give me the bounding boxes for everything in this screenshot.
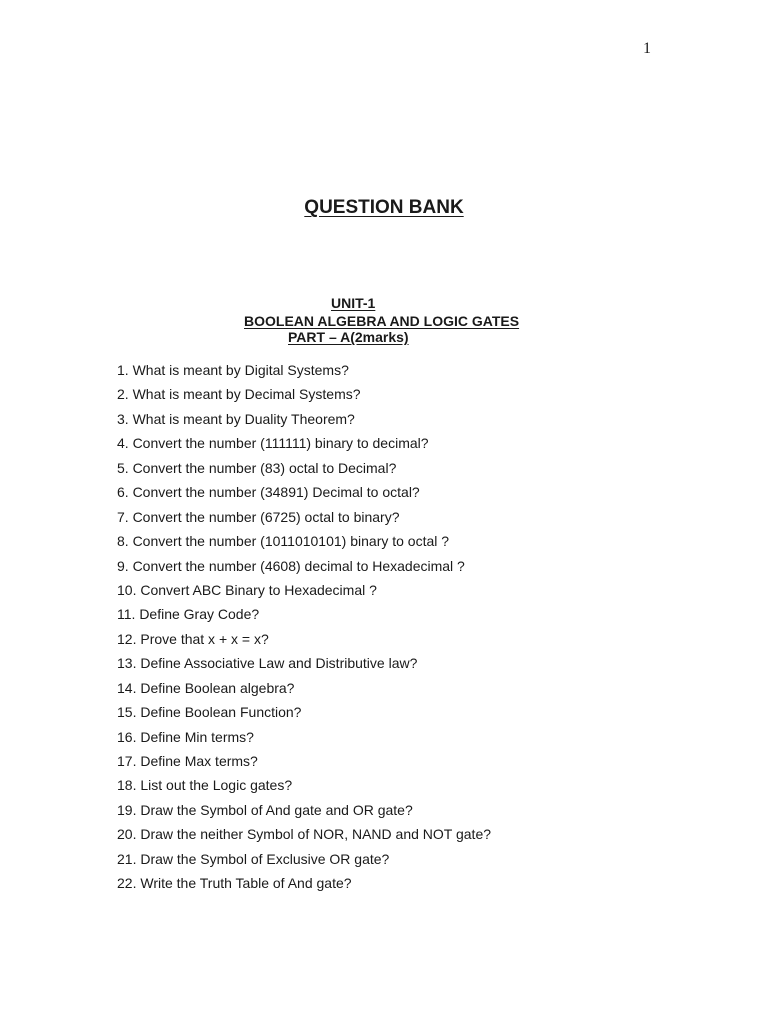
question-item: 8. Convert the number (1011010101) binary to octal ?	[117, 533, 450, 550]
question-list	[117, 361, 491, 899]
question-item: 17. Define Max terms?	[117, 753, 258, 769]
question-item: 21. Draw the Symbol of Exclusive OR gate?	[117, 850, 390, 867]
question-item: 12. Prove that x + x = x?	[117, 630, 269, 647]
document-title-text: QUESTION BANK	[304, 197, 464, 218]
question-item: 6. Convert the number (34891) Decimal to octal?	[117, 484, 420, 501]
document-title	[0, 197, 768, 219]
question-item: 14. Define Boolean algebra?	[117, 679, 295, 696]
question-item: 1. What is meant by Digital Systems?	[117, 362, 349, 378]
question-item: 7. Convert the number (6725) octal to binary?	[117, 508, 400, 525]
question-item: 10. Convert ABC Binary to Hexadecimal ?	[117, 581, 377, 598]
part-label: PART – A(2marks)	[288, 329, 409, 345]
question-item: 2. What is meant by Decimal Systems?	[117, 386, 361, 403]
unit-title: BOOLEAN ALGEBRA AND LOGIC GATES	[244, 313, 520, 329]
question-item: 22. Write the Truth Table of And gate?	[117, 875, 352, 892]
unit-label: UNIT-1	[331, 295, 376, 311]
question-item: 16. Define Min terms?	[117, 728, 254, 745]
question-item: 5. Convert the number (83) octal to Decimal?	[117, 459, 397, 476]
question-item: 20. Draw the neither Symbol of NOR, NAND and NOT gate?	[117, 826, 492, 843]
page-number: 1	[643, 40, 651, 57]
question-item: 18. List out the Logic gates?	[117, 777, 293, 794]
question-item: 19. Draw the Symbol of And gate and OR gate?	[117, 801, 413, 818]
question-item: 4. Convert the number (111111) binary to decimal?	[117, 435, 429, 452]
question-item: 15. Define Boolean Function?	[117, 704, 302, 721]
question-item: 3. What is meant by Duality Theorem?	[117, 410, 355, 427]
question-item: 11. Define Gray Code?	[117, 606, 260, 623]
question-item: 9. Convert the number (4608) decimal to Hexadecimal ?	[117, 557, 465, 574]
question-item: 13. Define Associative Law and Distributive law?	[117, 655, 418, 672]
